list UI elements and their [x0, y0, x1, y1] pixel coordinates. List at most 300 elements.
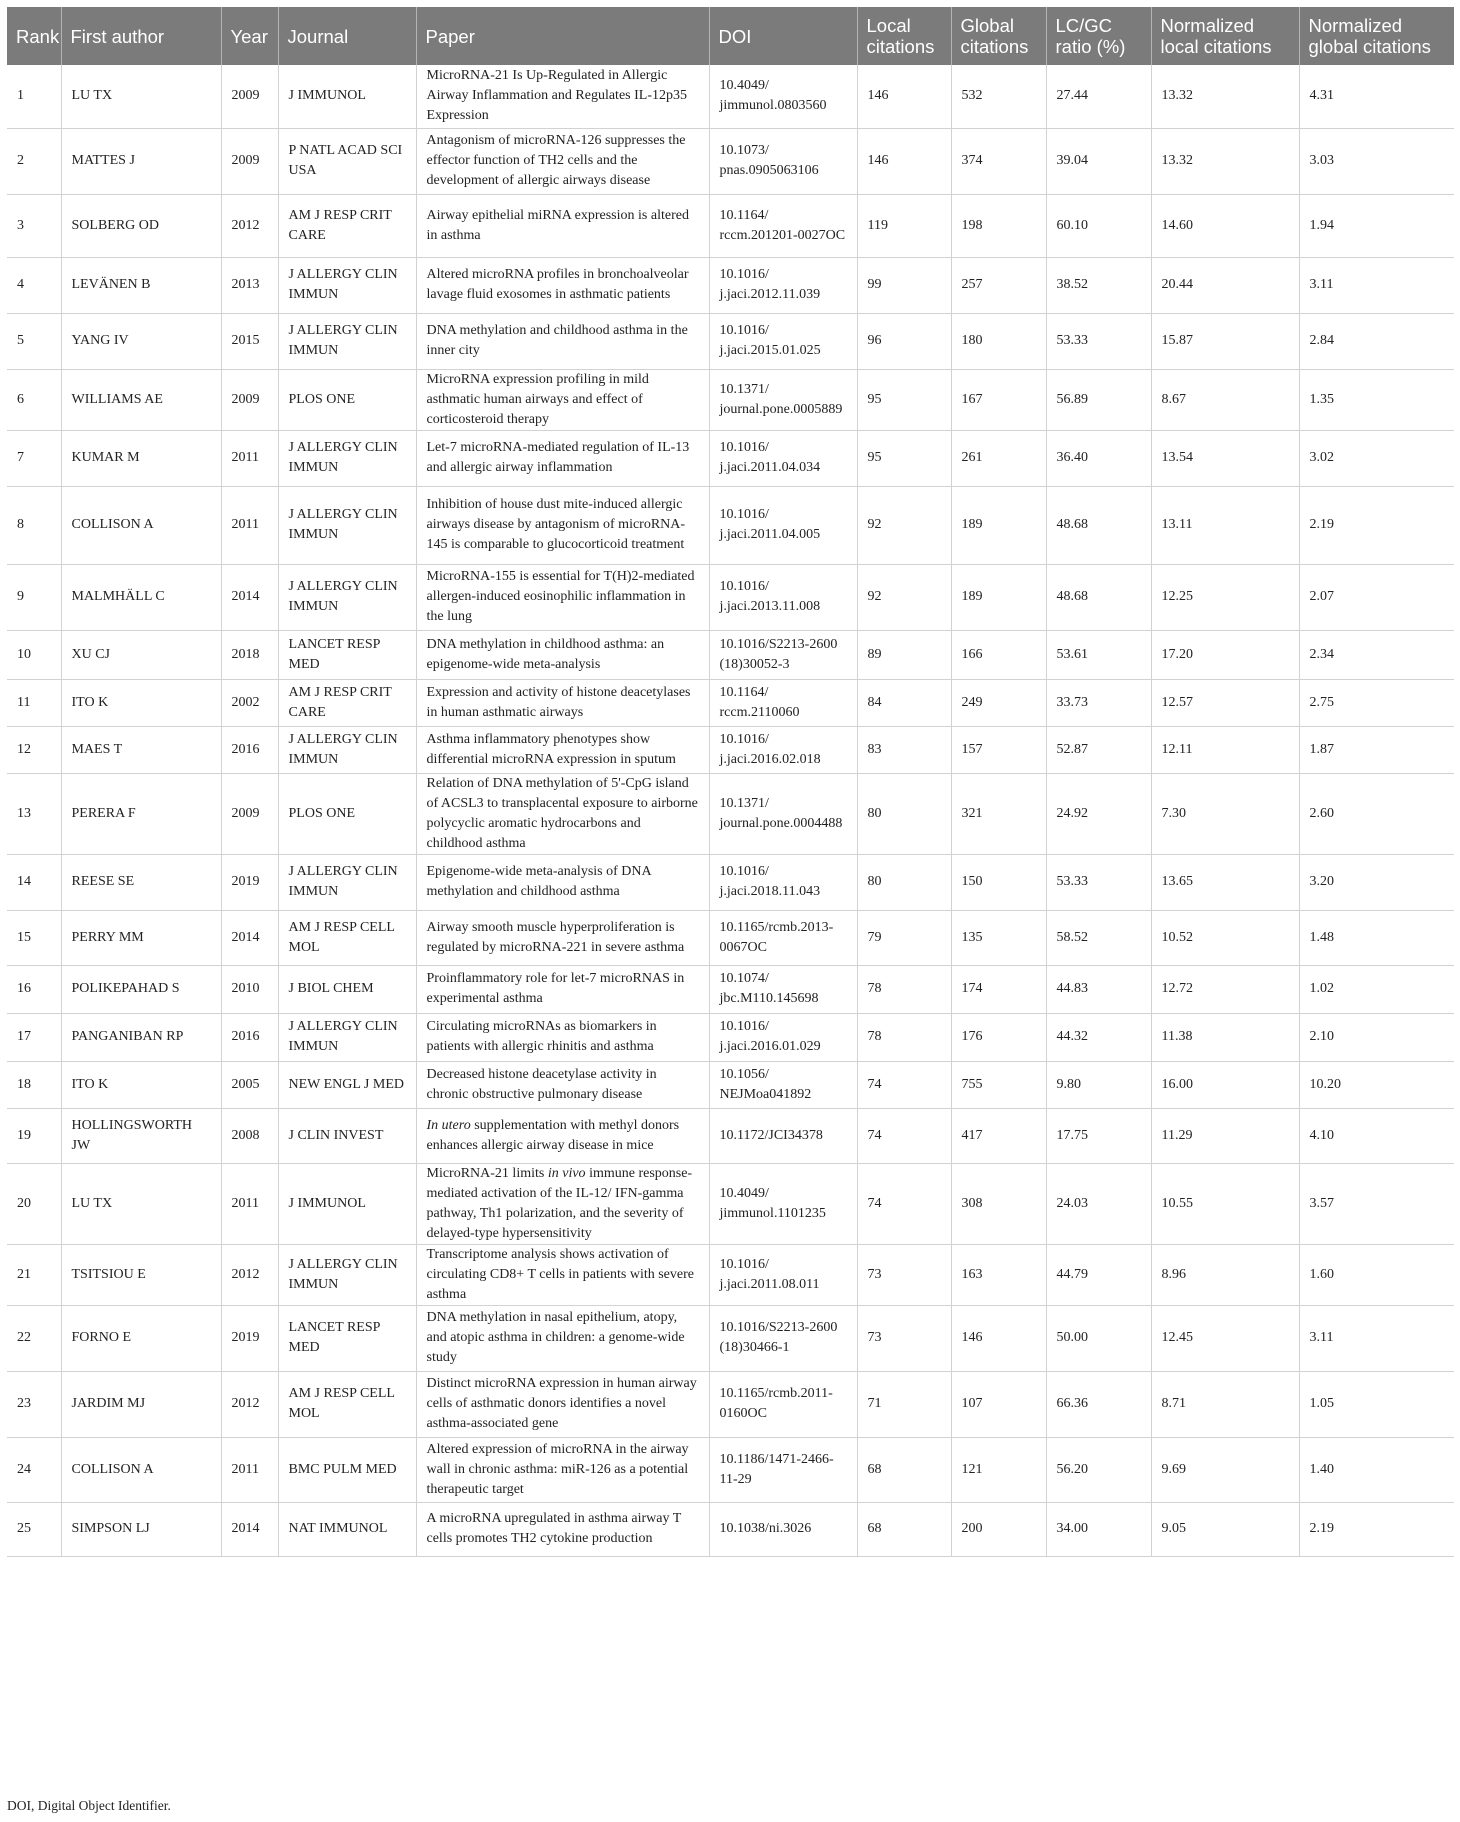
cell-global-citations: 261	[951, 430, 1046, 486]
cell-lc-gc-ratio: 56.89	[1046, 369, 1151, 430]
cell-rank: 16	[7, 965, 61, 1013]
cell-first-author: REESE SE	[61, 854, 221, 910]
table-row	[7, 1502, 1454, 1556]
cell-normalized-local-citations: 7.30	[1151, 773, 1299, 854]
cell-doi: 10.1074/ jbc.M110.145698	[709, 965, 857, 1013]
cell-local-citations: 96	[857, 313, 951, 369]
cell-global-citations: 167	[951, 369, 1046, 430]
cell-lc-gc-ratio: 27.44	[1046, 65, 1151, 128]
cell-year: 2013	[221, 257, 278, 313]
cell-global-citations: 121	[951, 1437, 1046, 1502]
header-normalized-local-citations: Normalized local citations	[1151, 7, 1299, 65]
cell-lc-gc-ratio: 36.40	[1046, 430, 1151, 486]
table-row	[7, 128, 1454, 194]
cell-year: 2011	[221, 1163, 278, 1244]
cell-rank: 3	[7, 194, 61, 257]
cell-rank: 11	[7, 679, 61, 726]
cell-local-citations: 80	[857, 773, 951, 854]
cell-normalized-local-citations: 13.54	[1151, 430, 1299, 486]
cell-normalized-local-citations: 9.69	[1151, 1437, 1299, 1502]
cell-normalized-global-citations: 2.60	[1299, 773, 1454, 854]
cell-paper: Distinct microRNA expression in human airway cells of asthmatic donors identifies a novel asthma-associated gene	[416, 1371, 709, 1437]
cell-first-author: PERRY MM	[61, 910, 221, 965]
cell-global-citations: 189	[951, 564, 1046, 630]
cell-year: 2014	[221, 910, 278, 965]
table-row	[7, 1437, 1454, 1502]
cell-first-author: LU TX	[61, 1163, 221, 1244]
cell-first-author: POLIKEPAHAD S	[61, 965, 221, 1013]
table-body	[7, 65, 1454, 1556]
cell-year: 2014	[221, 564, 278, 630]
cell-paper: Asthma inflammatory phenotypes show differential microRNA expression in sputum	[416, 726, 709, 773]
cell-local-citations: 92	[857, 486, 951, 564]
cell-doi: 10.1165/rcmb.2011-0160OC	[709, 1371, 857, 1437]
cell-rank: 17	[7, 1013, 61, 1061]
table-row	[7, 854, 1454, 910]
cell-lc-gc-ratio: 56.20	[1046, 1437, 1151, 1502]
cell-local-citations: 80	[857, 854, 951, 910]
cell-normalized-global-citations: 1.87	[1299, 726, 1454, 773]
cell-lc-gc-ratio: 53.33	[1046, 313, 1151, 369]
cell-journal: LANCET RESP MED	[278, 630, 416, 679]
table-row	[7, 773, 1454, 854]
cell-first-author: SOLBERG OD	[61, 194, 221, 257]
cell-normalized-local-citations: 12.72	[1151, 965, 1299, 1013]
cell-global-citations: 532	[951, 65, 1046, 128]
table-row	[7, 1163, 1454, 1244]
cell-journal: AM J RESP CRIT CARE	[278, 194, 416, 257]
cell-normalized-global-citations: 1.60	[1299, 1244, 1454, 1305]
cell-lc-gc-ratio: 9.80	[1046, 1061, 1151, 1108]
cell-local-citations: 78	[857, 965, 951, 1013]
cell-rank: 14	[7, 854, 61, 910]
cell-journal: NEW ENGL J MED	[278, 1061, 416, 1108]
cell-local-citations: 71	[857, 1371, 951, 1437]
cell-local-citations: 146	[857, 65, 951, 128]
cell-first-author: WILLIAMS AE	[61, 369, 221, 430]
table-row	[7, 726, 1454, 773]
cell-year: 2005	[221, 1061, 278, 1108]
cell-doi: 10.1371/ journal.pone.0005889	[709, 369, 857, 430]
cell-lc-gc-ratio: 58.52	[1046, 910, 1151, 965]
cell-journal: P NATL ACAD SCI USA	[278, 128, 416, 194]
cell-paper: Altered microRNA profiles in bronchoalveolar lavage fluid exosomes in asthmatic patients	[416, 257, 709, 313]
cell-paper: DNA methylation and childhood asthma in the inner city	[416, 313, 709, 369]
cell-normalized-local-citations: 9.05	[1151, 1502, 1299, 1556]
cell-normalized-global-citations: 3.11	[1299, 257, 1454, 313]
cell-journal: J ALLERGY CLIN IMMUN	[278, 430, 416, 486]
cell-lc-gc-ratio: 39.04	[1046, 128, 1151, 194]
cell-paper: Antagonism of microRNA-126 suppresses the effector function of TH2 cells and the development of allergic airways disease	[416, 128, 709, 194]
cell-doi: 10.1165/rcmb.2013-0067OC	[709, 910, 857, 965]
cell-normalized-local-citations: 17.20	[1151, 630, 1299, 679]
cell-rank: 1	[7, 65, 61, 128]
header-paper: Paper	[416, 7, 709, 65]
cell-paper: Transcriptome analysis shows activation of circulating CD8+ T cells in patients with severe asthma	[416, 1244, 709, 1305]
cell-lc-gc-ratio: 48.68	[1046, 486, 1151, 564]
cell-normalized-global-citations: 1.94	[1299, 194, 1454, 257]
table-row	[7, 564, 1454, 630]
cell-rank: 24	[7, 1437, 61, 1502]
cell-first-author: XU CJ	[61, 630, 221, 679]
cell-first-author: COLLISON A	[61, 1437, 221, 1502]
cell-normalized-local-citations: 20.44	[1151, 257, 1299, 313]
cell-global-citations: 176	[951, 1013, 1046, 1061]
cell-paper: In utero supplementation with methyl donors enhances allergic airway disease in mice	[416, 1108, 709, 1163]
cell-paper: Airway epithelial miRNA expression is altered in asthma	[416, 194, 709, 257]
cell-paper: DNA methylation in childhood asthma: an epigenome-wide meta-analysis	[416, 630, 709, 679]
cell-journal: PLOS ONE	[278, 773, 416, 854]
cell-normalized-local-citations: 14.60	[1151, 194, 1299, 257]
cell-year: 2016	[221, 726, 278, 773]
header-global-citations: Global citations	[951, 7, 1046, 65]
cell-year: 2009	[221, 773, 278, 854]
cell-normalized-local-citations: 13.65	[1151, 854, 1299, 910]
cell-journal: J ALLERGY CLIN IMMUN	[278, 257, 416, 313]
cell-doi: 10.1016/ j.jaci.2012.11.039	[709, 257, 857, 313]
cell-doi: 10.1016/ j.jaci.2011.08.011	[709, 1244, 857, 1305]
cell-lc-gc-ratio: 34.00	[1046, 1502, 1151, 1556]
cell-paper: Let-7 microRNA-mediated regulation of IL-13 and allergic airway inflammation	[416, 430, 709, 486]
header-doi: DOI	[709, 7, 857, 65]
cell-local-citations: 74	[857, 1163, 951, 1244]
table-row	[7, 1013, 1454, 1061]
table-row	[7, 369, 1454, 430]
cell-first-author: LU TX	[61, 65, 221, 128]
cell-normalized-local-citations: 13.32	[1151, 65, 1299, 128]
cell-rank: 18	[7, 1061, 61, 1108]
header-first-author: First author	[61, 7, 221, 65]
cell-year: 2008	[221, 1108, 278, 1163]
cell-doi: 10.1186/1471-2466-11-29	[709, 1437, 857, 1502]
cell-global-citations: 174	[951, 965, 1046, 1013]
cell-first-author: MALMHÄLL C	[61, 564, 221, 630]
cell-global-citations: 180	[951, 313, 1046, 369]
cell-doi: 10.4049/ jimmunol.1101235	[709, 1163, 857, 1244]
cell-year: 2015	[221, 313, 278, 369]
cell-year: 2011	[221, 1437, 278, 1502]
cell-normalized-local-citations: 16.00	[1151, 1061, 1299, 1108]
cell-lc-gc-ratio: 60.10	[1046, 194, 1151, 257]
cell-local-citations: 146	[857, 128, 951, 194]
cell-lc-gc-ratio: 53.61	[1046, 630, 1151, 679]
cell-doi: 10.1056/ NEJMoa041892	[709, 1061, 857, 1108]
cell-year: 2009	[221, 65, 278, 128]
cell-paper: MicroRNA-21 limits in vivo immune response-mediated activation of the IL-12/ IFN-gamma pathway, Th1 polarization, and the severity of delayed-type hypersensitivity	[416, 1163, 709, 1244]
header-rank: Rank	[7, 7, 61, 65]
cell-journal: AM J RESP CELL MOL	[278, 1371, 416, 1437]
cell-journal: J ALLERGY CLIN IMMUN	[278, 726, 416, 773]
cell-global-citations: 321	[951, 773, 1046, 854]
cell-journal: J ALLERGY CLIN IMMUN	[278, 1013, 416, 1061]
cell-doi: 10.1016/ j.jaci.2011.04.034	[709, 430, 857, 486]
cell-journal: J ALLERGY CLIN IMMUN	[278, 1244, 416, 1305]
cell-local-citations: 84	[857, 679, 951, 726]
cell-doi: 10.1016/ j.jaci.2011.04.005	[709, 486, 857, 564]
cell-journal: J ALLERGY CLIN IMMUN	[278, 486, 416, 564]
cell-paper: Decreased histone deacetylase activity in chronic obstructive pulmonary disease	[416, 1061, 709, 1108]
cell-global-citations: 189	[951, 486, 1046, 564]
cell-first-author: LEVÄNEN B	[61, 257, 221, 313]
cell-normalized-local-citations: 10.52	[1151, 910, 1299, 965]
table-row	[7, 1061, 1454, 1108]
cell-rank: 13	[7, 773, 61, 854]
table-row	[7, 430, 1454, 486]
cell-paper: Altered expression of microRNA in the airway wall in chronic asthma: miR-126 as a potential therapeutic target	[416, 1437, 709, 1502]
cell-first-author: TSITSIOU E	[61, 1244, 221, 1305]
cell-normalized-global-citations: 3.20	[1299, 854, 1454, 910]
cell-paper: DNA methylation in nasal epithelium, atopy, and atopic asthma in children: a genome-wide study	[416, 1305, 709, 1371]
cell-journal: BMC PULM MED	[278, 1437, 416, 1502]
cell-normalized-local-citations: 11.29	[1151, 1108, 1299, 1163]
table-row	[7, 194, 1454, 257]
cell-local-citations: 99	[857, 257, 951, 313]
cell-lc-gc-ratio: 24.03	[1046, 1163, 1151, 1244]
cell-rank: 4	[7, 257, 61, 313]
cell-first-author: MAES T	[61, 726, 221, 773]
cell-normalized-global-citations: 3.57	[1299, 1163, 1454, 1244]
cell-year: 2018	[221, 630, 278, 679]
cell-normalized-global-citations: 2.84	[1299, 313, 1454, 369]
cell-local-citations: 89	[857, 630, 951, 679]
cell-doi: 10.1016/ j.jaci.2015.01.025	[709, 313, 857, 369]
cell-paper: Circulating microRNAs as biomarkers in patients with allergic rhinitis and asthma	[416, 1013, 709, 1061]
table-row	[7, 1371, 1454, 1437]
cell-first-author: ITO K	[61, 1061, 221, 1108]
cell-local-citations: 119	[857, 194, 951, 257]
cell-normalized-global-citations: 2.19	[1299, 486, 1454, 564]
cell-paper: Inhibition of house dust mite-induced allergic airways disease by antagonism of microRNA-145 is comparable to glucocorticoid treatment	[416, 486, 709, 564]
table-row	[7, 313, 1454, 369]
table-row	[7, 679, 1454, 726]
table-row	[7, 486, 1454, 564]
cell-rank: 21	[7, 1244, 61, 1305]
cell-normalized-global-citations: 10.20	[1299, 1061, 1454, 1108]
table-row	[7, 630, 1454, 679]
cell-rank: 10	[7, 630, 61, 679]
cell-normalized-local-citations: 13.32	[1151, 128, 1299, 194]
cell-lc-gc-ratio: 44.32	[1046, 1013, 1151, 1061]
cell-local-citations: 95	[857, 369, 951, 430]
cell-first-author: FORNO E	[61, 1305, 221, 1371]
cell-year: 2012	[221, 1371, 278, 1437]
cell-year: 2014	[221, 1502, 278, 1556]
cell-paper: MicroRNA expression profiling in mild asthmatic human airways and effect of corticosteroid therapy	[416, 369, 709, 430]
cell-journal: AM J RESP CRIT CARE	[278, 679, 416, 726]
cell-normalized-local-citations: 8.67	[1151, 369, 1299, 430]
cell-global-citations: 249	[951, 679, 1046, 726]
cell-doi: 10.1164/ rccm.201201-0027OC	[709, 194, 857, 257]
cell-local-citations: 79	[857, 910, 951, 965]
cell-journal: J BIOL CHEM	[278, 965, 416, 1013]
cell-normalized-global-citations: 4.10	[1299, 1108, 1454, 1163]
cell-lc-gc-ratio: 33.73	[1046, 679, 1151, 726]
cell-local-citations: 73	[857, 1305, 951, 1371]
cell-rank: 23	[7, 1371, 61, 1437]
cell-global-citations: 146	[951, 1305, 1046, 1371]
cell-local-citations: 73	[857, 1244, 951, 1305]
table-footnote: DOI, Digital Object Identifier.	[7, 1798, 171, 1813]
cell-rank: 5	[7, 313, 61, 369]
cell-doi: 10.1016/ j.jaci.2018.11.043	[709, 854, 857, 910]
cell-global-citations: 157	[951, 726, 1046, 773]
table-row	[7, 65, 1454, 128]
header-year: Year	[221, 7, 278, 65]
cell-global-citations: 107	[951, 1371, 1046, 1437]
cell-journal: NAT IMMUNOL	[278, 1502, 416, 1556]
cell-local-citations: 83	[857, 726, 951, 773]
cell-normalized-global-citations: 1.48	[1299, 910, 1454, 965]
cell-normalized-local-citations: 13.11	[1151, 486, 1299, 564]
cell-rank: 19	[7, 1108, 61, 1163]
cell-normalized-global-citations: 2.75	[1299, 679, 1454, 726]
cell-normalized-global-citations: 2.07	[1299, 564, 1454, 630]
cell-lc-gc-ratio: 44.79	[1046, 1244, 1151, 1305]
header-lc-gc-ratio: LC/GC ratio (%)	[1046, 7, 1151, 65]
cell-journal: LANCET RESP MED	[278, 1305, 416, 1371]
table-row	[7, 1108, 1454, 1163]
table-row	[7, 257, 1454, 313]
cell-normalized-local-citations: 12.45	[1151, 1305, 1299, 1371]
cell-rank: 2	[7, 128, 61, 194]
cell-year: 2011	[221, 486, 278, 564]
table-row	[7, 965, 1454, 1013]
cell-journal: J IMMUNOL	[278, 65, 416, 128]
cell-doi: 10.1164/ rccm.2110060	[709, 679, 857, 726]
cell-normalized-global-citations: 1.40	[1299, 1437, 1454, 1502]
cell-year: 2010	[221, 965, 278, 1013]
cell-global-citations: 135	[951, 910, 1046, 965]
cell-lc-gc-ratio: 52.87	[1046, 726, 1151, 773]
cell-journal: AM J RESP CELL MOL	[278, 910, 416, 965]
cell-first-author: MATTES J	[61, 128, 221, 194]
table-row	[7, 1244, 1454, 1305]
cell-local-citations: 68	[857, 1437, 951, 1502]
cell-rank: 7	[7, 430, 61, 486]
cell-first-author: PERERA F	[61, 773, 221, 854]
cell-paper: Expression and activity of histone deacetylases in human asthmatic airways	[416, 679, 709, 726]
cell-doi: 10.1016/S2213-2600 (18)30466-1	[709, 1305, 857, 1371]
cell-global-citations: 308	[951, 1163, 1046, 1244]
cell-global-citations: 755	[951, 1061, 1046, 1108]
cell-global-citations: 150	[951, 854, 1046, 910]
cell-rank: 25	[7, 1502, 61, 1556]
header-journal: Journal	[278, 7, 416, 65]
cell-year: 2016	[221, 1013, 278, 1061]
cell-normalized-global-citations: 2.19	[1299, 1502, 1454, 1556]
citation-table-container	[7, 7, 1454, 1557]
cell-global-citations: 166	[951, 630, 1046, 679]
cell-doi: 10.1038/ni.3026	[709, 1502, 857, 1556]
cell-paper: Airway smooth muscle hyperproliferation is regulated by microRNA-221 in severe asthma	[416, 910, 709, 965]
cell-global-citations: 163	[951, 1244, 1046, 1305]
cell-first-author: PANGANIBAN RP	[61, 1013, 221, 1061]
cell-local-citations: 74	[857, 1108, 951, 1163]
cell-local-citations: 92	[857, 564, 951, 630]
cell-local-citations: 74	[857, 1061, 951, 1108]
table-row	[7, 910, 1454, 965]
cell-lc-gc-ratio: 50.00	[1046, 1305, 1151, 1371]
cell-normalized-local-citations: 15.87	[1151, 313, 1299, 369]
cell-rank: 6	[7, 369, 61, 430]
cell-year: 2012	[221, 194, 278, 257]
cell-normalized-global-citations: 1.02	[1299, 965, 1454, 1013]
cell-local-citations: 78	[857, 1013, 951, 1061]
cell-normalized-local-citations: 12.25	[1151, 564, 1299, 630]
cell-journal: J ALLERGY CLIN IMMUN	[278, 564, 416, 630]
cell-journal: J IMMUNOL	[278, 1163, 416, 1244]
cell-doi: 10.4049/ jimmunol.0803560	[709, 65, 857, 128]
cell-lc-gc-ratio: 66.36	[1046, 1371, 1151, 1437]
cell-year: 2002	[221, 679, 278, 726]
cell-paper: Relation of DNA methylation of 5'-CpG island of ACSL3 to transplacental exposure to airborne polycyclic aromatic hydrocarbons and childhood asthma	[416, 773, 709, 854]
cell-doi: 10.1016/ j.jaci.2013.11.008	[709, 564, 857, 630]
cell-first-author: KUMAR M	[61, 430, 221, 486]
cell-journal: J CLIN INVEST	[278, 1108, 416, 1163]
cell-rank: 15	[7, 910, 61, 965]
cell-journal: J ALLERGY CLIN IMMUN	[278, 854, 416, 910]
cell-normalized-global-citations: 4.31	[1299, 65, 1454, 128]
top-cited-papers-table	[7, 7, 1454, 1557]
cell-year: 2019	[221, 854, 278, 910]
cell-lc-gc-ratio: 44.83	[1046, 965, 1151, 1013]
cell-normalized-global-citations: 2.34	[1299, 630, 1454, 679]
cell-normalized-local-citations: 10.55	[1151, 1163, 1299, 1244]
cell-year: 2009	[221, 369, 278, 430]
cell-paper: A microRNA upregulated in asthma airway T cells promotes TH2 cytokine production	[416, 1502, 709, 1556]
header-local-citations: Local citations	[857, 7, 951, 65]
cell-lc-gc-ratio: 48.68	[1046, 564, 1151, 630]
cell-rank: 8	[7, 486, 61, 564]
table-header-row	[7, 7, 1454, 65]
cell-normalized-local-citations: 12.11	[1151, 726, 1299, 773]
cell-normalized-local-citations: 12.57	[1151, 679, 1299, 726]
cell-normalized-local-citations: 8.96	[1151, 1244, 1299, 1305]
cell-rank: 12	[7, 726, 61, 773]
cell-normalized-global-citations: 1.35	[1299, 369, 1454, 430]
cell-normalized-global-citations: 1.05	[1299, 1371, 1454, 1437]
cell-doi: 10.1016/S2213-2600 (18)30052-3	[709, 630, 857, 679]
cell-global-citations: 257	[951, 257, 1046, 313]
cell-first-author: JARDIM MJ	[61, 1371, 221, 1437]
cell-global-citations: 200	[951, 1502, 1046, 1556]
cell-global-citations: 374	[951, 128, 1046, 194]
cell-first-author: SIMPSON LJ	[61, 1502, 221, 1556]
cell-doi: 10.1016/ j.jaci.2016.02.018	[709, 726, 857, 773]
cell-year: 2012	[221, 1244, 278, 1305]
cell-first-author: HOLLINGSWORTH JW	[61, 1108, 221, 1163]
cell-rank: 9	[7, 564, 61, 630]
cell-global-citations: 198	[951, 194, 1046, 257]
cell-first-author: ITO K	[61, 679, 221, 726]
cell-rank: 22	[7, 1305, 61, 1371]
cell-doi: 10.1371/ journal.pone.0004488	[709, 773, 857, 854]
header-normalized-global-citations: Normalized global citations	[1299, 7, 1454, 65]
cell-paper: MicroRNA-155 is essential for T(H)2-mediated allergen-induced eosinophilic inflammation in the lung	[416, 564, 709, 630]
cell-rank: 20	[7, 1163, 61, 1244]
cell-first-author: YANG IV	[61, 313, 221, 369]
cell-normalized-global-citations: 2.10	[1299, 1013, 1454, 1061]
cell-lc-gc-ratio: 53.33	[1046, 854, 1151, 910]
cell-journal: J ALLERGY CLIN IMMUN	[278, 313, 416, 369]
cell-year: 2009	[221, 128, 278, 194]
cell-local-citations: 68	[857, 1502, 951, 1556]
cell-normalized-global-citations: 3.02	[1299, 430, 1454, 486]
cell-lc-gc-ratio: 17.75	[1046, 1108, 1151, 1163]
cell-journal: PLOS ONE	[278, 369, 416, 430]
cell-normalized-global-citations: 3.11	[1299, 1305, 1454, 1371]
cell-local-citations: 95	[857, 430, 951, 486]
